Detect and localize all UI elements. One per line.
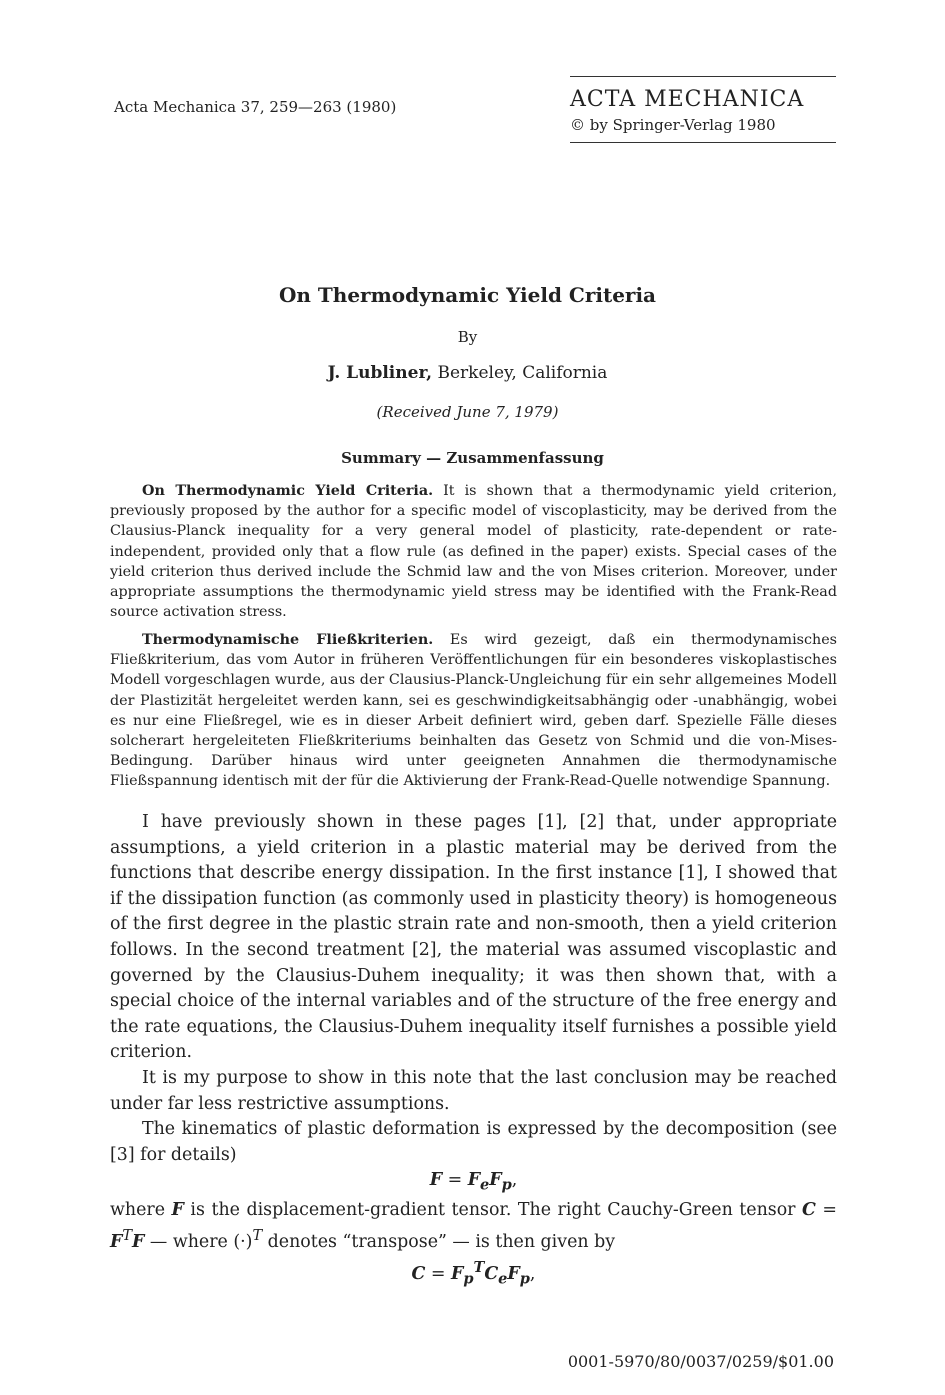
body-paragraph-3: The kinematics of plastic deformation is expressed by the decomposition (see [3] for details) bbox=[110, 1119, 837, 1165]
article-body bbox=[110, 810, 837, 1292]
abstract-english bbox=[110, 481, 837, 622]
body-paragraph-1: I have previously shown in these pages [1], [2] that, under appropriate assumptions, a yield criterion in a plastic material may be derived from the functions that describe energy dissipation. In the first instance [1], I showed that if the dissipation function (as commonly used in plasticity theory) is homogeneous of the first degree in the plastic strain rate and non-smooth, then a yield criterion follows. In the second treatment [2], the material was assumed viscoplastic and governed by the Clausius-Duhem inequality; it was then shown that, with a special choice of the internal variables and of the structure of the free energy and the rate equations, the Clausius-Duhem inequality itself furnishes a possible yield criterion. bbox=[110, 812, 837, 1063]
abstract-german-text: Es wird gezeigt, daß ein thermodynamisches Fließkriterium, das vom Autor in früheren Veröffentlichungen für ein besonderes viskoplastisches Modell vorgeschlagen wurde, aus der Clausius-Planck-Ungleichung für ein sehr allgemeines Modell der Plastizität hergeleitet werden kann, sei es geschwindigkeitsabhängig oder -unabhängig, wobei es nur eine Fließregel, wie es in dieser Arbeit definiert wird, geben darf. Spezielle Fälle dieses solcherart hergeleiteten Fließkriteriums beinhalten das Gesetz von Schmid und die von-Mises-Bedingung. Darüber hinaus wird unter geeigneten Annahmen die thermodynamische Fließspannung identisch mit der für die Aktivierung der Frank-Read-Quelle notwendige Spannung. bbox=[110, 632, 837, 790]
author-affiliation: Berkeley, California bbox=[432, 363, 608, 383]
received-date: (Received June 7, 1979) bbox=[376, 403, 559, 421]
by-line: By bbox=[457, 328, 478, 346]
article-code: 0001-5970/80/0037/0259/$01.00 bbox=[567, 1352, 834, 1371]
body-paragraph-4: where F is the displacement-gradient tensor. The right Cauchy-Green tensor $C = F^TF$ — where $(\cdot)^T$ denotes “transpose” — is then given by bbox=[110, 1200, 838, 1252]
article-title: On Thermodynamic Yield Criteria bbox=[278, 283, 657, 307]
journal-masthead bbox=[570, 76, 836, 143]
summary-heading: Summary — Zusammenfassung bbox=[341, 449, 604, 467]
abstract-english-text: It is shown that a thermodynamic yield criterion, previously proposed by the author for a specific model of viscoplasticity, may be derived from the Clausius-Planck inequality for a very general model of plasticity, rate-dependent or rate-independent, provided only that a flow rule (as defined in the paper) exists. Special cases of the yield criterion thus derived include the Schmid law and the von Mises criterion. Moreover, under appropriate assumptions the thermodynamic yield stress may be identified with the Frank-Read source activation stress. bbox=[110, 483, 837, 621]
abstract-english-title: On Thermodynamic Yield Criteria. bbox=[142, 483, 434, 499]
equation-decomposition: $F = F_eF_p$, bbox=[429, 1170, 518, 1194]
journal-name: ACTA MECHANICA bbox=[570, 87, 805, 112]
author-name: J. Lubliner, bbox=[327, 363, 433, 383]
author-line bbox=[0, 363, 935, 383]
abstract-german-title: Thermodynamische Fließkriterien. bbox=[142, 632, 434, 648]
copyright-notice: © by Springer-Verlag 1980 bbox=[570, 116, 776, 134]
body-paragraph-2: It is my purpose to show in this note that the last conclusion may be reached under far less restrictive assumptions. bbox=[110, 1067, 837, 1114]
equation-cauchy-green: $C = F_p^TC_eF_p$, bbox=[411, 1259, 536, 1288]
journal-citation: Acta Mechanica 37, 259—263 (1980) bbox=[114, 98, 397, 116]
abstract-german bbox=[110, 630, 837, 792]
